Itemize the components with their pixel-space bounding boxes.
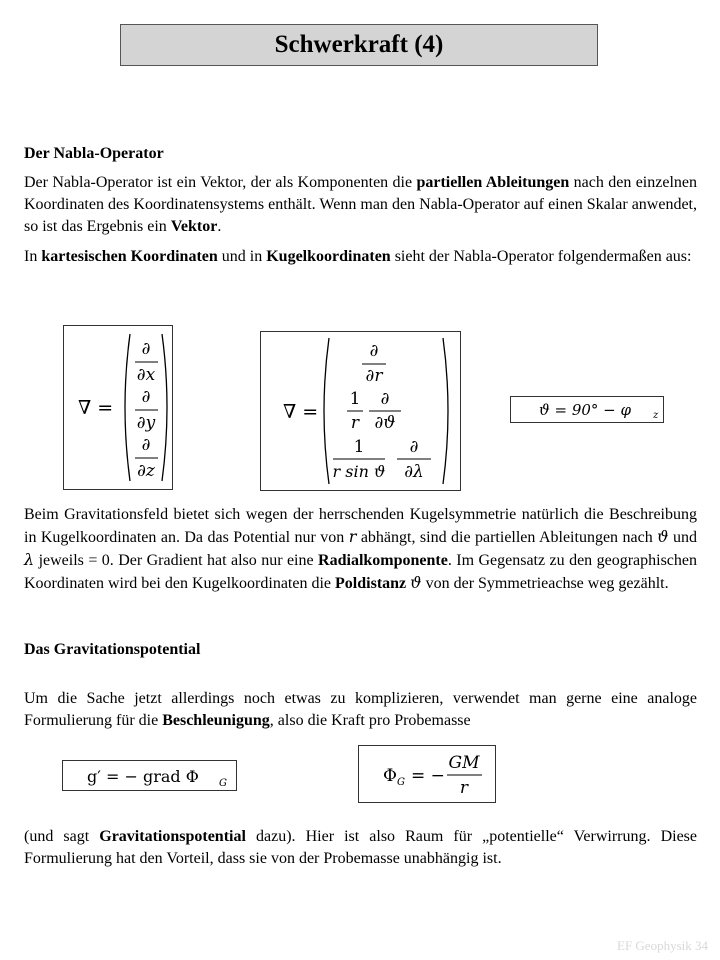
paragraph-nabla-intro: Der Nabla-Operator ist ein Vektor, der als Komponenten die partiellen Ableitungen nach den einzelnen Koordinaten des Koordinatensystems enthält. Wenn man den Nabla-Operator auf einen Skalar anwendet, so ist das Ergebnis ein Vektor. — [24, 174, 697, 235]
title-box — [120, 24, 598, 66]
section-heading-nabla: Der Nabla-Operator — [24, 145, 164, 162]
partial-x-den: ∂x — [136, 365, 156, 385]
partial-z-num: ∂ — [141, 435, 151, 455]
partial-r-num: ∂ — [369, 341, 379, 361]
partial-x-num: ∂ — [141, 339, 151, 359]
theta-equation: ϑ = 90° − φ — [539, 401, 632, 419]
section-heading-potential: Das Gravitationspotential — [24, 641, 201, 658]
page-title: Schwerkraft (4) — [274, 31, 444, 58]
partial-theta-den: ∂ϑ — [374, 413, 396, 433]
phi-numerator: GM — [448, 753, 480, 773]
one-over-rsin-den: r sin ϑ — [332, 462, 386, 481]
gradient-equation: g′ = − grad Φ — [87, 767, 199, 786]
nabla-symbol: ∇ = — [78, 397, 114, 419]
formula-nabla-cartesian-svg — [64, 326, 172, 489]
paragraph-potential-outro: (und sagt Gravitationspotential dazu). Hier ist also Raum für „potentielle“ Verwirrung. Diese Formulierung hat den Vorteil, dass sie von der Probemasse unabhängig ist. — [24, 828, 698, 867]
formula-theta — [510, 396, 664, 423]
partial-r-den: ∂r — [365, 366, 383, 386]
formula-gradient-svg — [63, 761, 236, 790]
partial-lambda-den: ∂λ — [404, 462, 424, 482]
phi-subscript: G — [397, 777, 405, 788]
formula-potential-svg — [359, 746, 495, 802]
one-over-rsin-num: 1 — [353, 437, 365, 457]
partial-y-num: ∂ — [141, 387, 151, 407]
right-paren — [443, 338, 448, 484]
phi-symbol: Φ — [383, 766, 397, 786]
formula-nabla-spherical — [260, 331, 461, 491]
phi-equals: = − — [411, 766, 445, 786]
footer-page-label: EF Geophysik 34 — [617, 938, 708, 953]
left-paren — [324, 338, 329, 484]
formula-theta-svg — [511, 397, 663, 422]
formula-potential — [358, 745, 496, 803]
left-paren — [125, 334, 130, 481]
formula-gradient — [62, 760, 237, 791]
paragraph-gravitational-field: Beim Gravitationsfeld bietet sich wegen der herrschenden Kugelsymmetrie natürlich die Beschreibung in Kugelkoordinaten an. Da das Potential nur von r abhängt, sind die partiellen Ableitungen nach ϑ und λ jeweils = 0. Der Gradient hat also nur eine Radialkomponente. Im Gegensatz zu den geographischen Koordinaten wird bei den Kugelkoordinaten die Poldistanz ϑ von der Symmetrieachse weg gezählt. — [24, 506, 698, 592]
partial-lambda-num: ∂ — [409, 437, 419, 457]
paragraph-potential-intro: Um die Sache jetzt allerdings noch etwas zu komplizieren, verwendet man gerne eine analoge Formulierung für die Beschleunigung, also die Kraft pro Probemasse — [24, 690, 697, 729]
gradient-subscript: G — [219, 778, 227, 789]
partial-y-den: ∂y — [136, 413, 156, 433]
one-over-r-den: r — [350, 413, 360, 433]
partial-z-den: ∂z — [137, 461, 155, 481]
formula-nabla-spherical-svg — [261, 332, 460, 490]
phi-denominator: r — [459, 778, 469, 798]
theta-subscript: z — [653, 410, 659, 421]
right-paren — [162, 334, 167, 481]
one-over-r-num: 1 — [349, 389, 361, 409]
paragraph-nabla-coords: In kartesischen Koordinaten und in Kugelkoordinaten sieht der Nabla-Operator folgendermaßen aus: — [24, 248, 692, 265]
nabla-symbol: ∇ = — [283, 401, 319, 423]
formula-nabla-cartesian — [63, 325, 173, 490]
partial-theta-num: ∂ — [380, 389, 390, 409]
